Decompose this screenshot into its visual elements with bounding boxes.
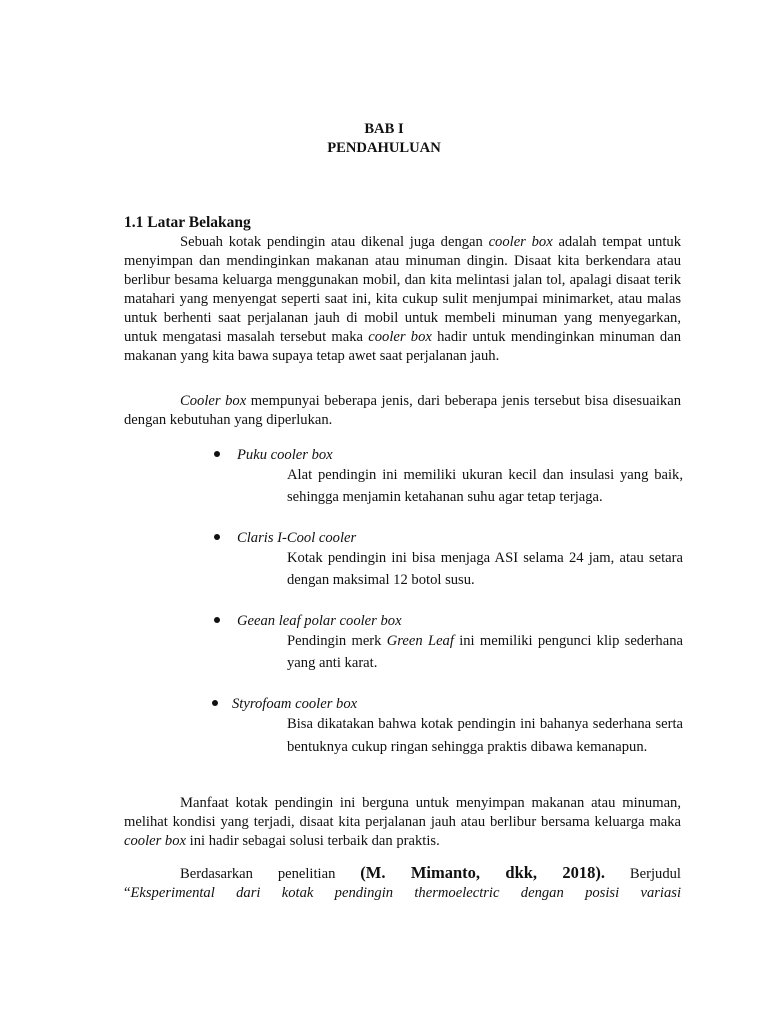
chapter-number: BAB I <box>364 121 404 137</box>
list-item-body: Kotak pendingin ini bisa menjaga ASI selama 24 jam, atau setara dengan maksimal 12 botol susu. <box>287 550 683 588</box>
list-item-body-emphasis: Green Leaf <box>386 633 454 649</box>
paragraph-text: Manfaat kotak pendingin ini berguna untuk menyimpan makanan atau minuman, melihat kondisi yang terjadi, disaat kita perjalanan jauh atau berlibur bersama keluarga maka <box>124 795 681 830</box>
paragraph-emphasis: cooler box <box>488 234 553 250</box>
bullet-icon <box>214 617 220 623</box>
list-item-body: Bisa dikatakan bahwa kotak pendingin ini bahanya sederhana serta bentuknya cukup ringan sehingga praktis dibawa kemanapun. <box>287 716 683 755</box>
paragraph-cooler-types <box>124 392 681 430</box>
bullet-icon <box>214 451 220 457</box>
list-item-title <box>214 529 356 548</box>
chapter-title: PENDAHULUAN <box>327 140 441 156</box>
list-item-body <box>287 630 683 674</box>
list-item-title <box>212 695 357 714</box>
list-item-body-text: ini memiliki pengunci klip sederhana yang anti karat. <box>287 633 683 671</box>
paragraph-emphasis: cooler box <box>368 329 432 345</box>
paragraph-emphasis: Cooler box <box>180 393 247 409</box>
paragraph-emphasis: cooler box <box>124 833 187 849</box>
paragraph-text: ini hadir sebagai solusi terbaik dan praktis. <box>186 833 440 849</box>
list-item-title-text: Geean leaf polar cooler box <box>237 613 402 629</box>
citation: (M. Mimanto, dkk, 2018). <box>360 863 606 882</box>
list-item-body-text: Pendingin merk <box>287 633 387 649</box>
paragraph-text: hadir untuk mendinginkan minuman dan makanan yang kita bawa supaya tetap awet saat perjalanan jauh. <box>124 329 681 364</box>
paragraph-emphasis: Eksperimental dari kotak pendingin thermoelectric dengan posisi variasi <box>130 885 681 901</box>
list-item-title <box>214 612 402 631</box>
paragraph-research <box>124 863 681 903</box>
list-item-title-text: Styrofoam cooler box <box>232 696 358 712</box>
list-item-title-text: Claris I-Cool cooler <box>237 530 357 546</box>
quote-mark: “ <box>124 885 131 901</box>
paragraph-background <box>124 233 681 366</box>
paragraph-text: Berdasarkan penelitian <box>180 866 361 882</box>
section-heading: 1.1 Latar Belakang <box>124 214 251 231</box>
paragraph-text: mempunyai beberapa jenis, dari beberapa jenis tersebut bisa disesuaikan dengan kebutuhan yang diperlukan. <box>124 393 681 428</box>
list-item-title-text: Puku cooler box <box>237 447 333 463</box>
list-item-title <box>214 446 333 465</box>
list-item-body: Alat pendingin ini memiliki ukuran kecil dan insulasi yang baik, sehingga menjamin ketahanan suhu agar tetap terjaga. <box>287 467 683 505</box>
bullet-icon <box>212 700 218 706</box>
paragraph-text: Berjudul <box>605 866 681 882</box>
bullet-icon <box>214 534 220 540</box>
paragraph-text: Sebuah kotak pendingin atau dikenal juga dengan <box>180 234 489 250</box>
paragraph-text: adalah tempat untuk menyimpan dan mendinginkan makanan atau minuman dingin. Disaat kita berkendara atau berlibur besama keluarga menggunakan mobil, dan kita melintasi jalan tol, apalagi disaat terik matahari yang menyengat seperti saat ini, kita cukup sulit menjumpai minimarket, atau malas untuk berhenti saat perjalanan jauh di mobil untuk membeli minuman yang menyegarkan, untuk mengatasi masalah tersebut maka <box>124 234 681 345</box>
paragraph-benefits <box>124 794 681 851</box>
